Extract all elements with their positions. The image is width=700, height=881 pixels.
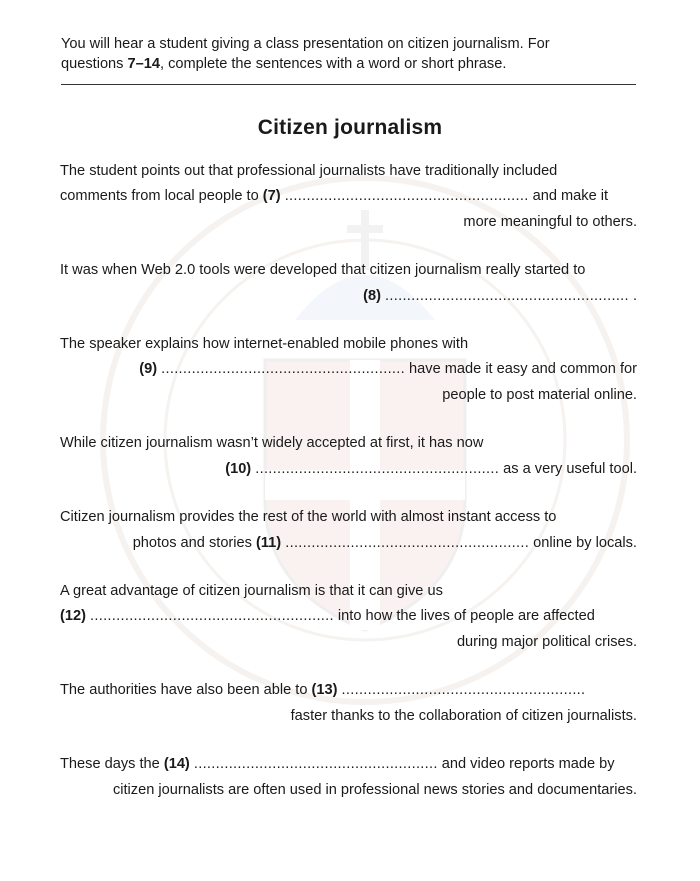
q10-line-2 [225, 459, 637, 479]
q13-number: (13) [311, 682, 338, 698]
q11-text: online by locals. [529, 535, 637, 551]
q12-line-1: A great advantage of citizen journalism is that it can give us [60, 583, 443, 599]
q14-text: and video reports made by [437, 756, 615, 772]
instructions-text: , complete the sentences with a word or short phrase. [160, 56, 507, 72]
q11-text: photos and stories [132, 535, 257, 551]
q10-answer-blank[interactable]: ........................................................ [255, 461, 500, 477]
q12-number: (12) [60, 608, 86, 624]
q14-line-2: citizen journalists are often used in professional news stories and documentaries. [112, 782, 637, 798]
q13-answer-blank[interactable]: ........................................................ [341, 682, 586, 698]
q10-line-1: While citizen journalism wasn’t widely accepted at first, it has now [60, 435, 484, 451]
q12-line-2 [60, 606, 595, 626]
q11-answer-blank[interactable]: ........................................................ [285, 535, 530, 551]
q8-answer-blank[interactable]: ........................................................ [385, 288, 629, 304]
q10-number: (10) [225, 461, 252, 477]
q11-line-1: Citizen journalism provides the rest of the world with almost instant access to [60, 509, 557, 525]
q9-line-2 [139, 359, 637, 379]
q8-number: (8) [363, 288, 381, 304]
q14-number: (14) [163, 756, 190, 772]
q7-text: comments from local people to [60, 188, 263, 204]
q7-text: and make it [528, 188, 609, 204]
q14-answer-blank[interactable]: ........................................................ [193, 756, 438, 772]
q8-text: . [628, 288, 637, 304]
instructions-line-2 [61, 54, 621, 74]
q7-answer-blank[interactable]: ........................................................ [284, 188, 529, 204]
q9-line-3: people to post material online. [442, 387, 637, 403]
q12-line-3: during major political crises. [456, 634, 637, 650]
q13-text: The authorities have also been able to [60, 682, 312, 698]
q8-line-2 [363, 286, 637, 306]
instructions [61, 34, 621, 74]
q9-line-1: The speaker explains how internet-enabled mobile phones with [60, 336, 469, 352]
question-range: 7–14 [127, 56, 160, 72]
q7-line-3: more meaningful to others. [463, 214, 637, 230]
instructions-line-1: You will hear a student giving a class presentation on citizen journalism. For [61, 36, 550, 52]
q11-number: (11) [256, 535, 282, 551]
page-title: Citizen journalism [257, 116, 443, 139]
q9-number: (9) [139, 361, 158, 377]
q7-line-2 [60, 186, 608, 206]
q14-line-1 [60, 754, 615, 774]
q12-answer-blank[interactable]: ........................................................ [90, 608, 334, 624]
q10-text: as a very useful tool. [499, 461, 637, 477]
q9-text: have made it easy and common for [405, 361, 637, 377]
divider [61, 84, 636, 85]
q9-answer-blank[interactable]: ........................................................ [161, 361, 405, 377]
q8-line-1: It was when Web 2.0 tools were developed that citizen journalism really started to [60, 262, 586, 278]
q14-text: These days the [60, 756, 164, 772]
q7-line-1: The student points out that professional journalists have traditionally included [60, 163, 558, 179]
q7-number: (7) [262, 188, 281, 204]
q12-text: into how the lives of people are affected [333, 608, 595, 624]
q13-line-1 [60, 680, 585, 700]
q13-line-2: faster thanks to the collaboration of citizen journalists. [290, 708, 637, 724]
instructions-text: questions [61, 56, 128, 72]
q11-line-2 [133, 533, 637, 553]
